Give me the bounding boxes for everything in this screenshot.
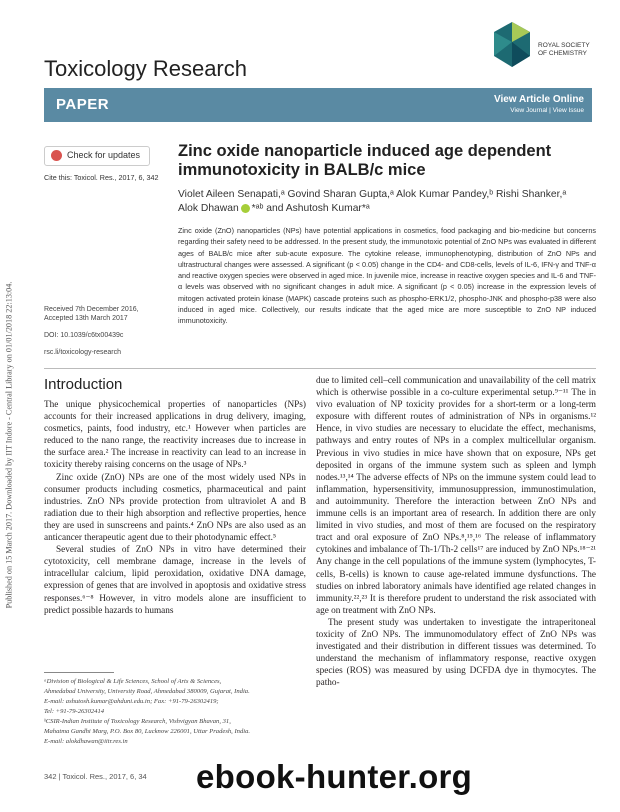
authors-line-2: *ᵃᵇ and Ashutosh Kumar*ᵃ [251,203,370,214]
refresh-icon [51,150,62,161]
received-date: Received 7th December 2016, [44,306,139,313]
paragraph: Several studies of ZnO NPs in vitro have determined their cytotoxicity, cell membrane damage, increase in the levels of intracellular calcium, lipid peroxidation, oxidative DNA damage, expression of genes that are involved in apoptosis and oxidative stress responses.⁶⁻⁸ However, in vitro models alone are insufficient to predict possible hazards to humans [44,545,306,616]
body-column-2 [316,375,596,689]
page-footer: 342 | Toxicol. Res., 2017, 6, 34 [44,772,147,781]
paragraph: The present study was undertaken to investigate the intraperitoneal toxicity of ZnO NPs. The immunomodulatory effect of ZnO NPs was investigated and their distribution in different tissues was determined. To understand the mechanism of inflammatory response, reactive oxygen species (ROS) was measured by using DCFDA dye in thymocytes. The patho- [316,617,596,689]
authors-line-1: Violet Aileen Senapati,ᵃ Govind Sharan Gupta,ᵃ Alok Kumar Pandey,ᵇ Rishi Shanker,ᵃ [178,189,567,200]
affiliation-line: Ahmedabad University, University Road, Ahmedabad 380009, Gujarat, India. [44,688,250,695]
journal-issue-links[interactable]: View Journal | View Issue [510,107,584,114]
paragraph: The unique physicochemical properties of nanoparticles (NPs) accounts for their increased applications in drug delivery, imaging, cosmetics, paints, food industry, etc.¹ However when particles are reduced to the nano range, the reactivity increases due to increase in the surface area.² The increase in reactivity can lead to an increase in toxicity thereby raising concerns on the usage of NPs.³ [44,400,306,471]
download-sidebar-text: Published on 15 March 2017. Downloaded by IIT Indore - Central Library on 01/01/2018 22:13:04. [4,281,14,609]
watermark: ebook-hunter.org [196,758,473,795]
affiliation-email: E-mail: alokdhawan@iitr.res.in [44,738,128,745]
paragraph: due to limited cell–cell communication and unavailability of the cell matrix which is otherwise possible in a co-culture experimental setup.⁹⁻¹¹ The in vivo evaluation of NP toxicity provides for a short-term or a long-term exposure with different routes of administration of NPs in organisms.¹² Hence, in vivo studies are necessary to elucidate the effect, mechanisms, pathways and entry routes of NPs in a complex multicellular organism. Previous in vivo studies in mice have shown that on exposure, NPs get deposited in organs of the immune system such as spleen and lymph nodes.¹³,¹⁴ The adverse effects of NPs on the immune system could lead to inflammation, hypersensitivity, immunosuppression, immunostimulation, and autoimmunity. Therefore the interaction between ZnO NPs and immune cells is an important area of research. In addition there are only limited in vivo studies, and most of them are focused on the respiratory tract and oral exposure of ZnO NPs.⁸,¹⁵,¹⁶ The release of inflammatory cytokines and imbalance of Th-1/Th-2 cells¹⁷ are induced by ZnO NPs.¹⁸⁻²¹ Any change in the cell populations of the immune system (lymphocytes, T-cells, B-cells) is known to cause age-related immune dysfunctions. The studies on inbred laboratory animals have identified age related changes in immunity.²²,²³ It is therefore prudent to understand the risk associated with age on treatment with ZnO NPs. [316,376,596,616]
check-updates-button[interactable]: Check for updates [44,146,150,166]
article-type: PAPER [56,96,110,113]
orcid-icon[interactable] [241,204,250,213]
affiliation-email: E-mail: ashutosh.kumar@ahduni.edu.in; Fax: +91-79-26302419; [44,698,219,705]
view-article-online-link[interactable]: View Article Online [493,94,584,105]
doi[interactable]: DOI: 10.1039/c6tx00439c [44,332,124,339]
section-divider [44,368,596,369]
affiliation-line: ᵇCSIR-Indian Institute of Toxicology Research, Vishvigyan Bhavan, 31, [44,718,231,725]
journal-name: Toxicology Research [44,56,247,81]
author-dhawan: Alok Dhawan [178,203,239,214]
article-type-banner [44,88,592,122]
section-heading: Introduction [44,376,123,393]
abstract: Zinc oxide (ZnO) nanoparticles (NPs) have potential applications in cosmetics, food packaging and bio-medicine but concerns regarding their safety need to be addressed. In the present study, the immunotoxic potential of ZnO NPs was evaluated in different ages of BALB/c mice after sub-acute exposure. The cytokine release, immunophenotyping, distribution of ZnO NPs and ultrastructural changes were assessed. A significant (p < 0.05) change in the CD4- and CD8-cells, levels of IL-6, IFN-γ and TNF-α and reactive oxygen species were observed in aged mice. In juvenile mice, increase in reactive oxygen species and IL-6 and TNF-α levels was observed with no significant changes in adult mice. A significant (p < 0.05) increase in the expression levels of mitogen activated protein kinase (MAPK) cascade proteins such as phospho-ERK1/2, phospho-JNK and phospho-p38 were also induced in aged mice. Collectively, our results indicate that the aged mice are more susceptible to ZnO NP induced immunotoxicity. [178,226,596,326]
rsc-logo-text: ROYAL SOCIETY OF CHEMISTRY [538,42,590,57]
article-url[interactable]: rsc.li/toxicology-research [44,349,122,356]
affiliation-line: ᵃDivision of Biological & Life Sciences, School of Arts & Sciences, [44,678,222,685]
affiliation-line: Mahatma Gandhi Marg, P.O. Box 80, Lucknow 226001, Uttar Pradesh, India. [44,728,251,735]
paragraph: Zinc oxide (ZnO) NPs are one of the most widely used NPs in consumer products including cosmetics, pharmaceutical and paint industries. ZnO NPs provide protection from ultraviolet A and B radiation due to their high absorption and reflective properties, hence they are used in sunscreens and paints.⁴ ZnO NPs are also used as an anticancer therapeutic agent due to their photodynamic effect.⁵ [44,472,306,544]
accepted-date: Accepted 13th March 2017 [44,315,128,322]
rsc-logo-icon [490,20,534,70]
affiliations [44,677,306,747]
body-column-1 [44,399,306,617]
article-meta [44,305,169,357]
affiliation-tel: Tel: +91-79-26302414 [44,708,105,715]
rsc-logo [490,20,590,72]
author-list [178,188,598,216]
citation: Cite this: Toxicol. Res., 2017, 6, 342 [44,173,159,182]
footnote-divider [44,672,114,673]
article-title: Zinc oxide nanoparticle induced age dependent immunotoxicity in BALB/c mice [178,142,552,179]
